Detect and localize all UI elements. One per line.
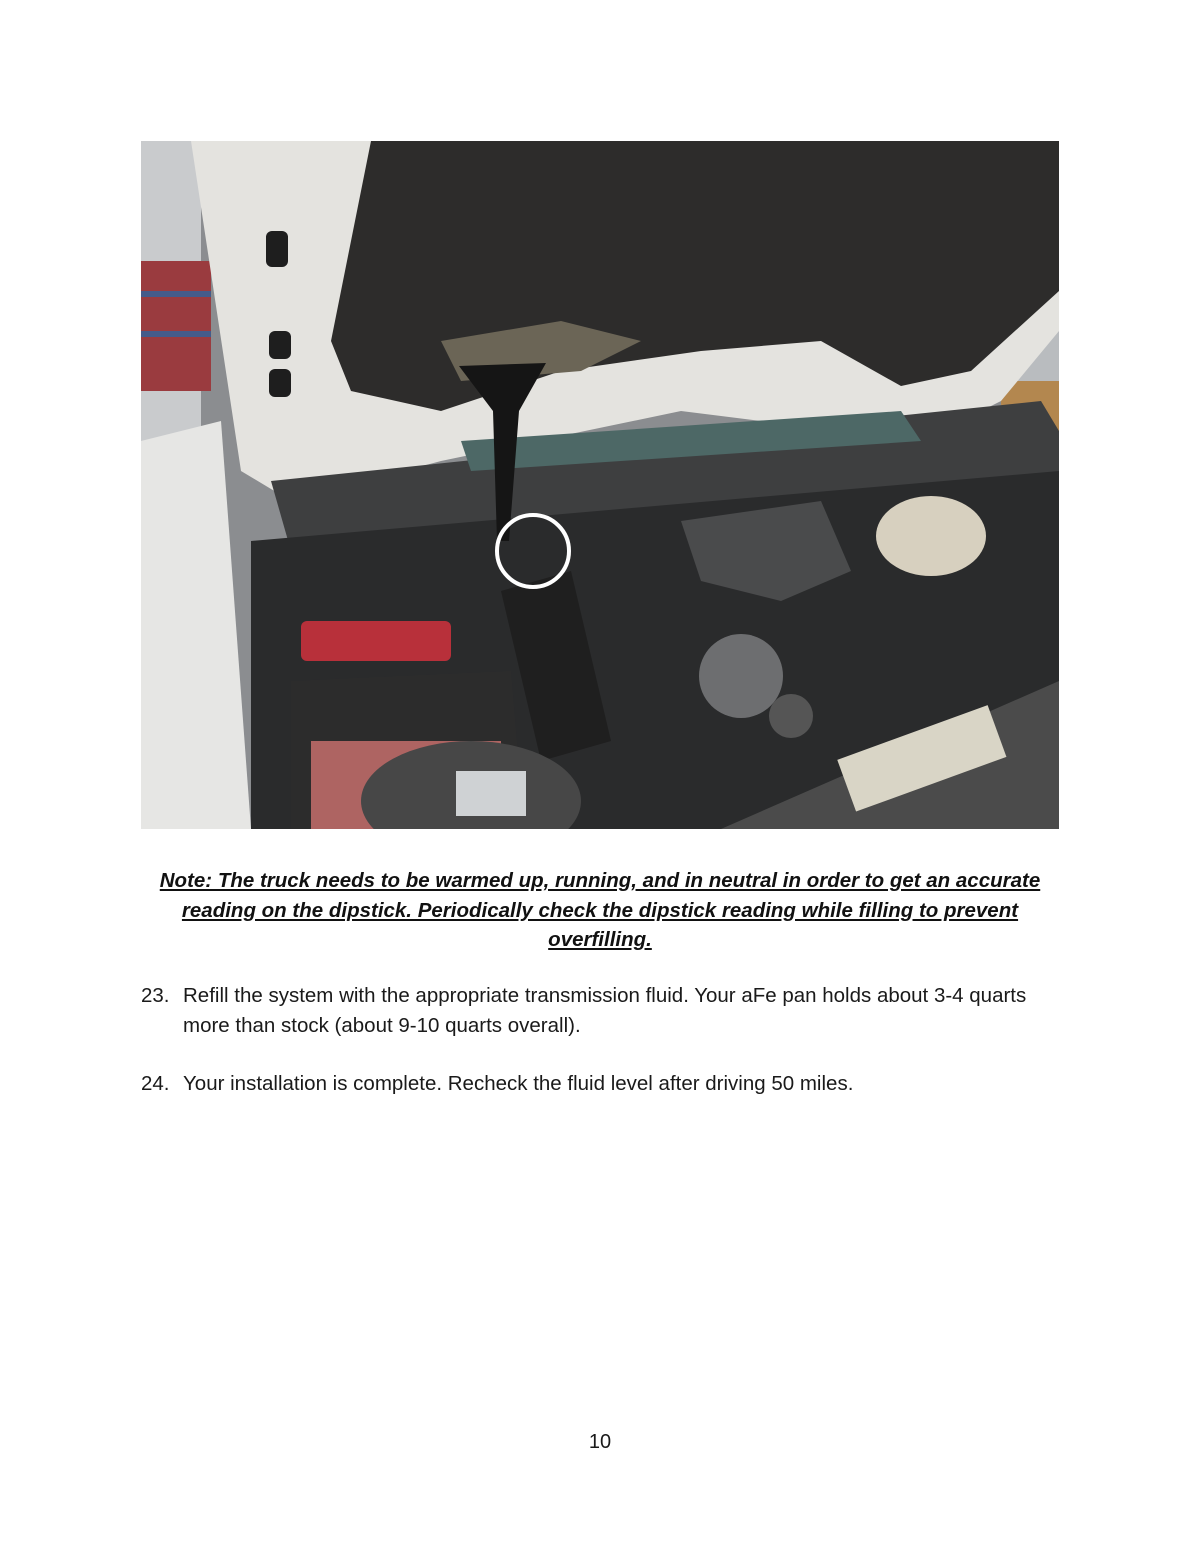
step-text: Refill the system with the appropriate transmission fluid. Your aFe pan holds about 3-4 quarts more than stock (about 9-10 quarts overall). [183, 984, 1027, 1037]
step-text: Your installation is complete. Recheck the fluid level after driving 50 miles. [183, 1072, 854, 1095]
instruction-steps [141, 981, 1041, 1128]
step-number: 24. [141, 1072, 170, 1095]
step-23 [141, 981, 1041, 1040]
engine-bay-photo [141, 141, 1059, 829]
step-number: 23. [141, 984, 170, 1007]
warning-note: Note: The truck needs to be warmed up, running, and in neutral in order to get an accurate reading on the dipstick. Periodically check the dipstick reading while filling to prevent overfilling. [159, 869, 1041, 951]
step-24 [141, 1069, 1041, 1099]
page-number: 10 [588, 1431, 612, 1453]
